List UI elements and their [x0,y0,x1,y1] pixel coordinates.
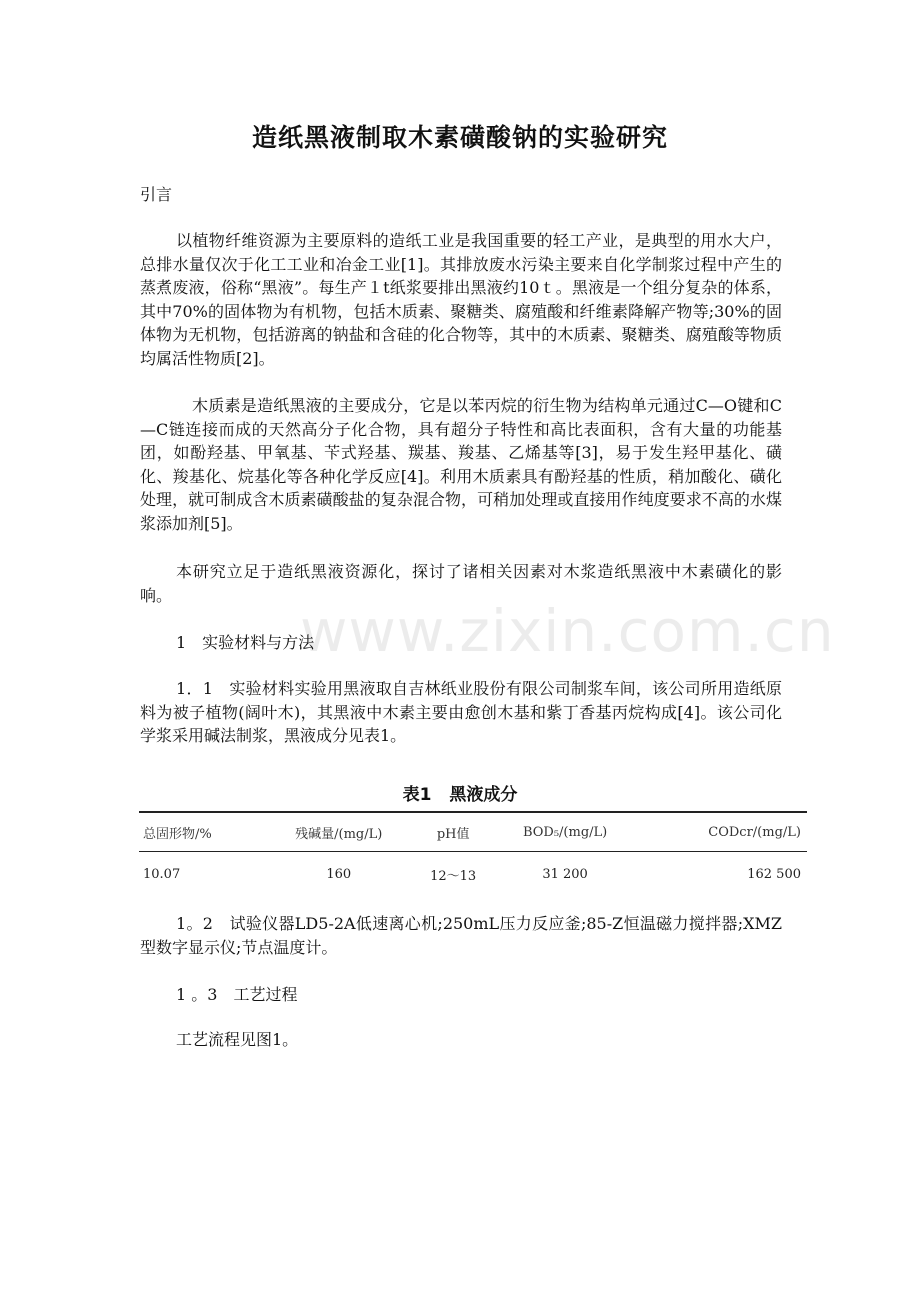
section-1-heading: 1 实验材料与方法 [176,633,315,652]
paragraph-text: 1。2 试验仪器LD5-2A低速离心机;250mL压力反应釜;85-Z恒温磁力搅拌器;XMZ型数字显示仪;节点温度计。 [140,914,782,957]
table-header-cell: BOD₅/(mg/L) [493,812,638,852]
table-cell: 12～13 [430,868,477,884]
paragraph-materials [140,677,782,748]
paragraph-text: 本研究立足于造纸黑液资源化，探讨了诸相关因素对木浆造纸黑液中木素磺化的影响。 [140,562,782,605]
table-caption-label: 表1 [402,785,432,805]
table-row [139,852,807,897]
table-cell: 10.07 [143,866,181,882]
table-header-cell: CODcr/(mg/L) [637,812,807,852]
table-caption [0,780,920,805]
document-title: 造纸黑液制取木素磺酸钠的实验研究 [251,123,668,152]
table-caption-title: 黑液成分 [449,785,518,805]
paragraph-instruments [140,912,782,959]
intro-heading: 引言 [140,185,173,204]
table-cell: 160 [326,866,352,882]
paragraph-scope [140,560,782,607]
table-header-cell: 残碱量/(mg/L) [264,812,414,852]
paragraph-intro [140,229,782,371]
table-cell: 31 200 [542,866,588,882]
table-header-cell: 总固形物/% [139,812,264,852]
table-header-row [139,812,807,852]
table-header-cell: pH值 [414,812,493,852]
paragraph-text: 1．1 实验材料实验用黑液取自吉林纸业股份有限公司制浆车间，该公司所用造纸原料为被子植物(阔叶木)，其黑液中木素主要由愈创木基和紫丁香基丙烷构成[4]。该公司化学浆采用碱法制浆，黑液成分见表1。 [140,679,782,746]
paragraph-lignin [140,394,782,536]
black-liquor-table [139,811,807,896]
watermark: www.zixin.com.cn [300,597,835,665]
paragraph-text: 木质素是造纸黑液的主要成分，它是以苯丙烷的衍生物为结构单元通过C—O键和C—C链连接而成的天然高分子化合物，具有超分子特性和高比表面积，含有大量的功能基团，如酚羟基、甲氧基、苄式羟基、羰基、羧基、乙烯基等[3]，易于发生羟甲基化、磺化、羧基化、烷基化等各种化学反应[4]。利用木质素具有酚羟基的性质，稍加酸化、磺化处理，就可制成含木质素磺酸盐的复杂混合物，可稍加处理或直接用作纯度要求不高的水煤浆添加剂[5]。 [140,396,782,533]
section-1-3-heading: 1 。3 工艺过程 [176,985,298,1004]
table-cell: 162 500 [747,866,801,882]
paragraph-text: 以植物纤维资源为主要原料的造纸工业是我国重要的轻工产业，是典型的用水大户，总排水量仅次于化工工业和冶金工业[1]。其排放废水污染主要来自化学制浆过程中产生的蒸煮废液，俗称“黑液”。每生产１t纸浆要排出黑液约10ｔ。黑液是一个组分复杂的体系，其中70%的固体物为有机物，包括木质素、聚糖类、腐殖酸和纤维素降解产物等;30%的固体物为无机物，包括游离的钠盐和含硅的化合物等，其中的木质素、聚糖类、腐殖酸等物质均属活性物质[2]。 [140,231,782,368]
process-text: 工艺流程见图1。 [176,1030,299,1049]
